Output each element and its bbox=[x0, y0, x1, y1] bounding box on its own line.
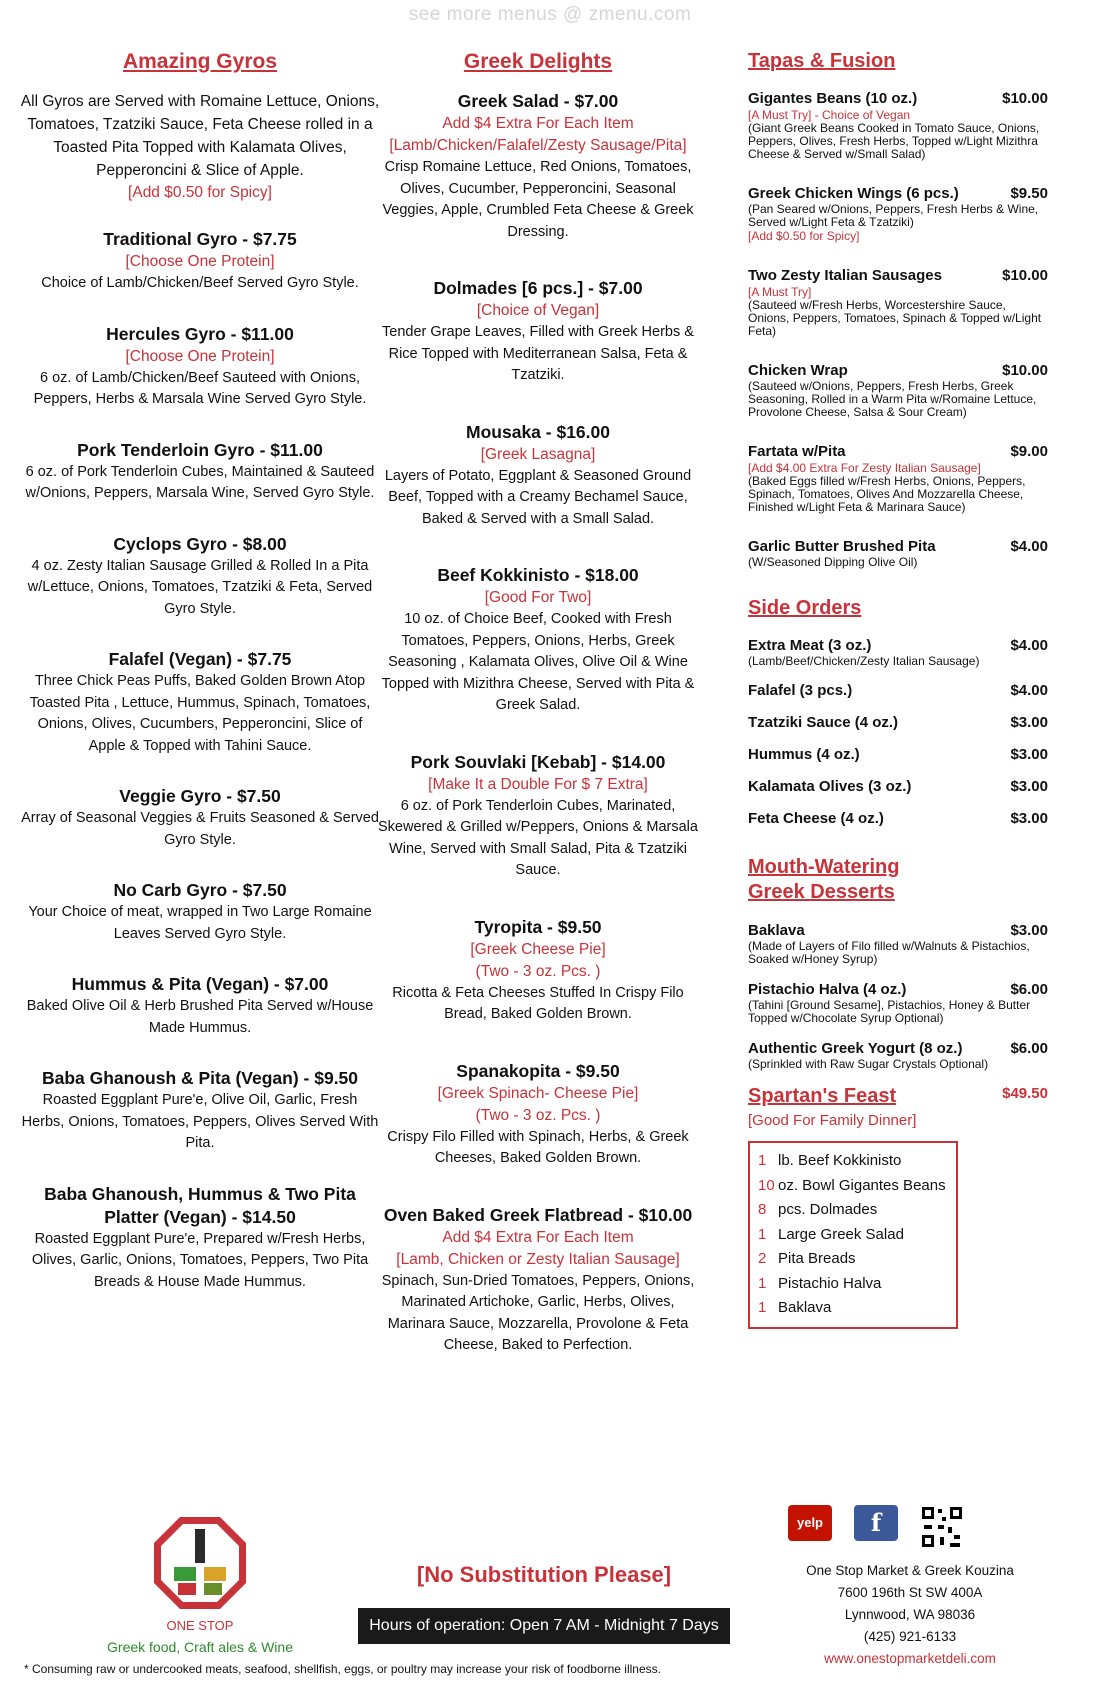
tapas-item-row bbox=[748, 442, 1048, 461]
desserts-heading bbox=[748, 855, 1048, 905]
gyro-item bbox=[20, 1067, 380, 1155]
tapas-item bbox=[748, 537, 1048, 569]
address-name: One Stop Market & Greek Kouzina bbox=[806, 1563, 1014, 1578]
tapas-item-price: $10.00 bbox=[1002, 90, 1048, 107]
gyros-list bbox=[20, 228, 380, 1293]
gyro-item bbox=[20, 973, 380, 1039]
gyro-item bbox=[20, 323, 380, 411]
tapas-item-price: $4.00 bbox=[1010, 538, 1048, 555]
address-street: 7600 196th St SW 400A bbox=[837, 1585, 983, 1600]
logo-line1: ONE STOP bbox=[166, 1618, 234, 1633]
greek-item-sub: [Greek Cheese Pie] bbox=[470, 940, 606, 958]
tapas-item-desc: (Giant Greek Beans Cooked in Tomato Sauce, Onions, Peppers, Olives, Fresh Herbs, Topped w/Light Mizithra Cheese & Served w/Small Salad) bbox=[748, 121, 1040, 161]
greek-item-sub: [Good For Two] bbox=[484, 589, 592, 606]
spartans-feast-box bbox=[748, 1141, 958, 1329]
spartans-feast-header bbox=[748, 1085, 1048, 1108]
feast-item bbox=[758, 1272, 948, 1297]
tapas-item-name: Fartata w/Pita bbox=[748, 443, 846, 460]
side-item-price: $3.00 bbox=[1010, 778, 1048, 795]
spartans-feast-heading: Spartan's Feast bbox=[748, 1085, 897, 1107]
greek-item-sub2: [Lamb, Chicken or Zesty Italian Sausage] bbox=[396, 1250, 680, 1268]
yelp-icon[interactable]: yelp bbox=[788, 1505, 832, 1541]
side-item bbox=[748, 778, 1048, 795]
address-block bbox=[790, 1560, 1030, 1670]
feast-item-text: Pistachio Halva bbox=[778, 1274, 882, 1292]
desserts-heading-line1: Mouth-Watering bbox=[748, 856, 900, 878]
website-link[interactable]: www.onestopmarketdeli.com bbox=[824, 1651, 996, 1666]
dessert-item-name: Authentic Greek Yogurt (8 oz.) bbox=[748, 1040, 963, 1057]
gyro-item-desc: 4 oz. Zesty Italian Sausage Grilled & Rolled In a Pita w/Lettuce, Onions, Tomatoes, Tzatziki & Feta, Served Gyro Style. bbox=[27, 557, 373, 617]
feast-item bbox=[758, 1247, 948, 1272]
gyro-item bbox=[20, 648, 380, 757]
tapas-list bbox=[748, 89, 1048, 569]
feast-item-qty: 1 bbox=[758, 1274, 767, 1292]
tapas-item bbox=[748, 184, 1048, 243]
watermark: see more menus @ zmenu.com bbox=[408, 4, 692, 25]
gyro-item-desc: Roasted Eggplant Pure'e, Olive Oil, Garlic, Fresh Herbs, Onions, Tomatoes, Peppers, Olives Served With Pita. bbox=[21, 1092, 379, 1151]
greek-item-sub: [Choice of Vegan] bbox=[476, 302, 600, 319]
gyros-intro-note: [Add $0.50 for Spicy] bbox=[128, 184, 272, 201]
side-item-name: Hummus (4 oz.) bbox=[748, 746, 860, 763]
side-item-price: $3.00 bbox=[1010, 714, 1048, 731]
dessert-item-price: $6.00 bbox=[1010, 1040, 1048, 1057]
no-substitution-note: [No Substitution Please] bbox=[416, 1562, 672, 1587]
side-item-price: $4.00 bbox=[1010, 682, 1048, 699]
gyro-item-desc: Roasted Eggplant Pure'e, Prepared w/Fresh Herbs, Olives, Garlic, Onions, Tomatoes, Peppers, Two Pita Breads & House Made Hummus. bbox=[31, 1230, 369, 1290]
tapas-item-row bbox=[748, 537, 1048, 556]
feast-item-qty: 1 bbox=[758, 1299, 767, 1316]
greek-item-desc: 6 oz. of Pork Tenderloin Cubes, Marinated, Skewered & Grilled w/Peppers, Onions & Marsala Wine, Served with Small Salad, Pita & Tzatziki Sauce. bbox=[378, 797, 698, 878]
address-city: Lynnwood, WA 98036 bbox=[844, 1607, 976, 1622]
gyro-item-sub: [Choose One Protein] bbox=[125, 347, 275, 365]
greek-item-sub: Add $4 Extra For Each Item bbox=[442, 1228, 634, 1246]
greek-item-desc: Spinach, Sun-Dried Tomatoes, Peppers, Onions, Marinated Artichoke, Garlic, Herbs, Olives, Marinara Sauce, Mozzarella, Provolone & Feta Cheese, Baked to Perfection. bbox=[381, 1272, 695, 1353]
tapas-item-note: [Add $0.50 for Spicy] bbox=[748, 229, 860, 243]
gyro-item-name: Baba Ghanoush, Hummus & Two Pita Platter (Vegan) - $14.50 bbox=[44, 1183, 356, 1227]
greek-item-desc: Ricotta & Feta Cheeses Stuffed In Crispy Filo Bread, Baked Golden Brown. bbox=[392, 984, 684, 1022]
gyro-item-name: Hercules Gyro - $11.00 bbox=[106, 323, 294, 344]
tapas-item-desc: (Baked Eggs filled w/Fresh Herbs, Onions, Peppers, Spinach, Tomatoes, Olives And Mozzarella Cheese, Finished w/Light Feta & Marinara Sauce) bbox=[748, 474, 1026, 514]
gyro-item bbox=[20, 1183, 380, 1294]
dessert-item bbox=[748, 921, 1048, 966]
tapas-item-desc: (Sauteed w/Fresh Herbs, Worcestershire Sauce, Onions, Peppers, Tomatoes, Spinach & Topped w/Light Feta) bbox=[748, 298, 1042, 338]
stop-sign-logo-icon bbox=[152, 1515, 248, 1611]
greek-item-desc: 10 oz. of Choice Beef, Cooked with Fresh Tomatoes, Peppers, Onions, Herbs, Greek Seasoning , Kalamata Olives, Olive Oil & Wine Topped with Mizithra Cheese, Served with Pita & Greek Salad. bbox=[381, 611, 695, 713]
logo-line2: Greek food, Craft ales & Wine bbox=[107, 1639, 293, 1655]
desserts-list bbox=[748, 921, 1048, 1071]
greek-item-sub: [Make It a Double For $ 7 Extra] bbox=[428, 775, 648, 793]
spartans-feast-sub: [Good For Family Dinner] bbox=[748, 1112, 917, 1129]
hours-of-operation: Hours of operation: Open 7 AM - Midnight 7 Days bbox=[358, 1608, 730, 1644]
greek-item-sub: Add $4 Extra For Each Item bbox=[442, 115, 634, 132]
dessert-item-desc: (Made of Layers of Filo filled w/Walnuts & Pistachios, Soaked w/Honey Syrup) bbox=[748, 939, 1030, 966]
tapas-item-name: Gigantes Beans (10 oz.) bbox=[748, 90, 918, 107]
sides-heading: Side Orders bbox=[748, 597, 862, 619]
dessert-item-row bbox=[748, 980, 1048, 999]
dessert-item-name: Pistachio Halva (4 oz.) bbox=[748, 981, 907, 998]
tapas-item bbox=[748, 442, 1048, 514]
right-column bbox=[748, 44, 1048, 1329]
gyro-item-name: Baba Ghanoush & Pita (Vegan) - $9.50 bbox=[41, 1068, 359, 1088]
feast-item-qty: 10 bbox=[758, 1176, 775, 1194]
greek-item-desc: Crispy Filo Filled with Spinach, Herbs, & Greek Cheeses, Baked Golden Brown. bbox=[387, 1128, 689, 1166]
feast-item-qty: 8 bbox=[758, 1201, 767, 1218]
greek-item bbox=[375, 564, 701, 717]
tapas-item-row bbox=[748, 361, 1048, 380]
side-item bbox=[748, 746, 1048, 763]
gyro-item bbox=[20, 228, 380, 295]
gyro-item-desc: Your Choice of meat, wrapped in Two Large Romaine Leaves Served Gyro Style. bbox=[28, 904, 372, 942]
tapas-heading: Tapas & Fusion bbox=[748, 50, 896, 72]
tapas-item-sub: [Add $4.00 Extra For Zesty Italian Sausage] bbox=[748, 461, 981, 475]
greek-item bbox=[375, 90, 701, 243]
tapas-item-price: $9.50 bbox=[1010, 185, 1048, 202]
tapas-item-row bbox=[748, 89, 1048, 108]
greek-item-name: Pork Souvlaki [Kebab] - $14.00 bbox=[410, 751, 666, 772]
greek-item bbox=[375, 277, 701, 387]
side-item-price: $4.00 bbox=[1010, 637, 1048, 654]
feast-item-text: Large Greek Salad bbox=[778, 1225, 904, 1243]
tapas-item bbox=[748, 266, 1048, 338]
tapas-item-desc: (Sauteed w/Onions, Peppers, Fresh Herbs, Greek Seasoning, Rolled in a Warm Pita w/Romaine Lettuce, Provolone Cheese, Salsa & Sour Cream) bbox=[748, 379, 1037, 419]
feast-item-text: Baklava bbox=[778, 1299, 832, 1316]
greek-item-name: Tyropita - $9.50 bbox=[474, 916, 602, 937]
tapas-item-name: Chicken Wrap bbox=[748, 362, 848, 379]
greek-item-desc: Tender Grape Leaves, Filled with Greek Herbs & Rice Topped with Mediterranean Salsa, Feta & Tzatziki. bbox=[382, 324, 694, 383]
greek-delights-section bbox=[375, 44, 701, 1391]
gyros-intro bbox=[20, 90, 380, 204]
gyro-item-name: Hummus & Pita (Vegan) - $7.00 bbox=[71, 974, 329, 994]
dessert-item-row bbox=[748, 921, 1048, 940]
gyro-item bbox=[20, 785, 380, 851]
gyro-item-desc: Baked Olive Oil & Herb Brushed Pita Served w/House Made Hummus. bbox=[26, 998, 374, 1036]
tapas-item-price: $10.00 bbox=[1002, 362, 1048, 379]
greek-item-desc: Layers of Potato, Eggplant & Seasoned Ground Beef, Topped with a Creamy Bechamel Sauce, Baked & Served with a Small Salad. bbox=[384, 467, 692, 527]
tapas-item-sub: [A Must Try] - Choice of Vegan bbox=[748, 108, 911, 122]
desserts-heading-line2: Greek Desserts bbox=[748, 881, 895, 903]
tapas-item-price: $9.00 bbox=[1010, 443, 1048, 460]
feast-item bbox=[758, 1198, 948, 1223]
greek-item bbox=[375, 1204, 701, 1357]
feast-item-text: pcs. Dolmades bbox=[778, 1201, 878, 1218]
gyro-item-desc: Three Chick Peas Puffs, Baked Golden Brown Atop Toasted Pita , Lettuce, Hummus, Spinach, Tomatoes, Onions, Olives, Cucumbers, Pepperoncini, Slice of Apple & Topped with Tahini Sauce. bbox=[29, 673, 371, 754]
greek-item-sub2: [Lamb/Chicken/Falafel/Zesty Sausage/Pita] bbox=[389, 137, 687, 154]
feast-item bbox=[758, 1174, 948, 1199]
side-item-name: Tzatziki Sauce (4 oz.) bbox=[748, 714, 899, 731]
tapas-item bbox=[748, 89, 1048, 161]
side-item-desc: (Lamb/Beef/Chicken/Zesty Italian Sausage) bbox=[748, 654, 980, 668]
greek-item-name: Mousaka - $16.00 bbox=[466, 421, 610, 442]
spartans-feast-price: $49.50 bbox=[1002, 1085, 1048, 1102]
gyros-heading: Amazing Gyros bbox=[122, 50, 278, 73]
tapas-item-row bbox=[748, 184, 1048, 203]
dessert-item bbox=[748, 980, 1048, 1025]
side-item bbox=[748, 810, 1048, 827]
tapas-item-desc: (W/Seasoned Dipping Olive Oil) bbox=[748, 555, 918, 569]
dessert-item-name: Baklava bbox=[748, 922, 805, 939]
gyro-item bbox=[20, 533, 380, 621]
gyros-section bbox=[20, 44, 380, 1321]
feast-item-text: lb. Beef Kokkinisto bbox=[778, 1152, 902, 1169]
feast-item bbox=[758, 1296, 948, 1321]
gyro-item-name: Pork Tenderloin Gyro - $11.00 bbox=[77, 439, 323, 460]
dessert-item-price: $6.00 bbox=[1010, 981, 1048, 998]
feast-item-qty: 2 bbox=[758, 1250, 767, 1267]
gyro-item bbox=[20, 879, 380, 945]
gyro-item bbox=[20, 439, 380, 505]
tapas-item-price: $10.00 bbox=[1002, 267, 1048, 284]
tapas-item-row bbox=[748, 266, 1048, 285]
dessert-item-desc: (Sprinkled with Raw Sugar Crystals Optional) bbox=[748, 1057, 989, 1071]
greek-item-name: Greek Salad - $7.00 bbox=[457, 91, 619, 111]
gyro-item-name: Veggie Gyro - $7.50 bbox=[119, 786, 281, 806]
side-item-extra-meat bbox=[748, 636, 1048, 668]
greek-item bbox=[375, 751, 701, 882]
greek-item-sub2: (Two - 3 oz. Pcs. ) bbox=[475, 1106, 601, 1124]
side-item-name: Extra Meat (3 oz.) bbox=[748, 637, 872, 654]
address-phone[interactable]: (425) 921-6133 bbox=[863, 1629, 957, 1644]
gyro-item-desc: 6 oz. of Pork Tenderloin Cubes, Maintained & Sauteed w/Onions, Peppers, Marsala Wine, Served Gyro Style. bbox=[25, 463, 375, 501]
side-item bbox=[748, 714, 1048, 731]
feast-item bbox=[758, 1223, 948, 1248]
social-icons bbox=[788, 1505, 964, 1549]
greek-delights-heading: Greek Delights bbox=[463, 50, 613, 73]
greek-item-sub2: (Two - 3 oz. Pcs. ) bbox=[475, 962, 601, 980]
feast-item-text: Pita Breads bbox=[778, 1250, 856, 1267]
feast-item bbox=[758, 1149, 948, 1174]
gyros-intro-text: All Gyros are Served with Romaine Lettuce, Onions, Tomatoes, Tzatziki Sauce, Feta Cheese rolled in a Toasted Pita Topped with Kalamata Olives, Pepperoncini & Slice of Apple. bbox=[20, 93, 380, 179]
greek-delights-list bbox=[375, 90, 701, 1357]
gyro-item-name: No Carb Gyro - $7.50 bbox=[113, 880, 287, 900]
foodborne-disclaimer: * Consuming raw or undercooked meats, seafood, shellfish, eggs, or poultry may increase your risk of foodborne illness. bbox=[24, 1662, 661, 1676]
tapas-item-name: Greek Chicken Wings (6 pcs.) bbox=[748, 185, 959, 202]
feast-item-qty: 1 bbox=[758, 1152, 767, 1169]
greek-item-name: Oven Baked Greek Flatbread - $10.00 bbox=[383, 1204, 693, 1225]
gyro-item-desc: 6 oz. of Lamb/Chicken/Beef Sauteed with Onions, Peppers, Herbs & Marsala Wine Served Gyro Style. bbox=[33, 369, 367, 407]
tapas-item-sub: [A Must Try] bbox=[748, 285, 812, 299]
tapas-item-name: Garlic Butter Brushed Pita bbox=[748, 538, 936, 555]
side-item-name: Feta Cheese (4 oz.) bbox=[748, 810, 884, 827]
one-stop-logo bbox=[80, 1515, 320, 1655]
greek-item-name: Spanakopita - $9.50 bbox=[456, 1060, 620, 1081]
greek-item-sub: [Greek Spinach- Cheese Pie] bbox=[437, 1084, 639, 1102]
side-item-price: $3.00 bbox=[1010, 746, 1048, 763]
greek-item-sub: [Greek Lasagna] bbox=[480, 445, 596, 463]
greek-item bbox=[375, 916, 701, 1026]
gyro-item-name: Cyclops Gyro - $8.00 bbox=[113, 533, 287, 554]
tapas-item-desc: (Pan Seared w/Onions, Peppers, Fresh Herbs & Wine, Served w/Light Feta & Tzatziki) bbox=[748, 202, 1039, 229]
greek-item-desc: Crisp Romaine Lettuce, Red Onions, Tomatoes, Olives, Cucumber, Pepperoncini, Seasonal Veggies, Apple, Crumbled Feta Cheese & Greek Dressing. bbox=[382, 159, 694, 240]
gyro-item-desc: Choice of Lamb/Chicken/Beef Served Gyro Style. bbox=[41, 275, 359, 291]
tapas-item bbox=[748, 361, 1048, 419]
side-item-row bbox=[748, 636, 1048, 655]
side-item-name: Kalamata Olives (3 oz.) bbox=[748, 778, 912, 795]
dessert-item bbox=[748, 1039, 1048, 1071]
sides-list bbox=[748, 682, 1048, 827]
gyro-item-sub: [Choose One Protein] bbox=[125, 253, 275, 270]
greek-item-name: Beef Kokkinisto - $18.00 bbox=[437, 565, 639, 585]
dessert-item-desc: (Tahini [Ground Sesame], Pistachios, Honey & Butter Topped w/Chocolate Syrup Optional) bbox=[748, 998, 1031, 1025]
tapas-item-name: Two Zesty Italian Sausages bbox=[748, 267, 942, 284]
gyro-item-name: Falafel (Vegan) - $7.75 bbox=[108, 649, 292, 669]
dessert-item-price: $3.00 bbox=[1010, 922, 1048, 939]
qr-code-icon[interactable] bbox=[920, 1505, 964, 1549]
feast-item-qty: 1 bbox=[758, 1225, 767, 1243]
greek-item bbox=[375, 421, 701, 531]
gyro-item-desc: Array of Seasonal Veggies & Fruits Seasoned & Served Gyro Style. bbox=[21, 810, 379, 848]
dessert-item-row bbox=[748, 1039, 1048, 1058]
facebook-like-icon[interactable]: f bbox=[854, 1505, 898, 1541]
greek-item bbox=[375, 1060, 701, 1170]
side-item bbox=[748, 682, 1048, 699]
greek-item-name: Dolmades [6 pcs.] - $7.00 bbox=[433, 278, 643, 298]
gyro-item-name: Traditional Gyro - $7.75 bbox=[103, 229, 297, 249]
side-item-name: Falafel (3 pcs.) bbox=[748, 682, 853, 699]
side-item-price: $3.00 bbox=[1010, 810, 1048, 827]
feast-item-text: oz. Bowl Gigantes Beans bbox=[778, 1176, 946, 1194]
